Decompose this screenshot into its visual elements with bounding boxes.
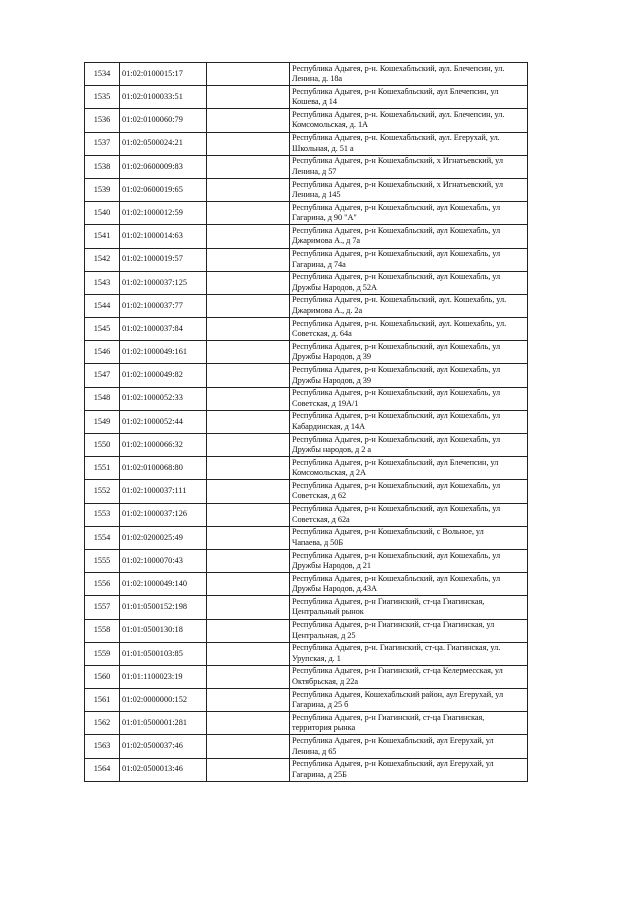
cadastral-number-cell: 01:02:1000037:126	[120, 503, 207, 526]
row-number-cell: 1544	[85, 294, 120, 317]
row-number-cell: 1548	[85, 387, 120, 410]
row-number-cell: 1535	[85, 86, 120, 109]
cadastral-number-cell: 01:02:1000019:57	[120, 248, 207, 271]
row-number-cell: 1540	[85, 202, 120, 225]
empty-cell	[207, 86, 290, 109]
address-line-1: Республика Адыгея, р-н Кошехабльский, аул Кошехабль, ул	[292, 480, 501, 490]
cadastral-number-cell: 01:01:0500103:85	[120, 642, 207, 665]
empty-cell	[207, 155, 290, 178]
table-row	[85, 387, 528, 410]
address-line-2: Урупская, д. 1	[292, 653, 341, 663]
address-line-2: Ленина, д 145	[292, 190, 341, 200]
empty-cell	[207, 758, 290, 781]
cadastral-number-cell: 01:02:0100015:17	[120, 63, 207, 86]
address-line-1: Республика Адыгея, р-н Кошехабльский, аул Блечепсин, ул	[292, 86, 499, 96]
empty-cell	[207, 248, 290, 271]
address-cell	[290, 86, 528, 109]
cadastral-number-cell: 01:02:1000052:44	[120, 410, 207, 433]
table-row	[85, 642, 528, 665]
cadastral-number-cell: 01:02:1000012:59	[120, 202, 207, 225]
address-line-2: Советская, д 62	[292, 491, 347, 501]
address-line-2: Комсомольская, д. 1А	[292, 120, 368, 130]
row-number-cell: 1550	[85, 434, 120, 457]
empty-cell	[207, 225, 290, 248]
address-line-2: Школьная, д. 51 а	[292, 143, 354, 153]
address-line-2: Советская, д. 64а	[292, 329, 352, 339]
address-line-2: Советская, д 19А/1	[292, 398, 359, 408]
table-row	[85, 457, 528, 480]
address-line-1: Республика Адыгея, р-н Кошехабльский, аул Блечепсин, ул	[292, 457, 499, 467]
address-line-2: Ленина, д 57	[292, 166, 337, 176]
empty-cell	[207, 387, 290, 410]
address-cell	[290, 132, 528, 155]
row-number-cell: 1545	[85, 318, 120, 341]
table-row	[85, 341, 528, 364]
address-line-2: Комсомольская, д 2А	[292, 468, 366, 478]
cadastral-number-cell: 01:02:1000049:161	[120, 341, 207, 364]
cadastral-number-cell: 01:02:1000037:125	[120, 271, 207, 294]
address-line-1: Республика Адыгея, р-н Гиагинский, ст-ца Гиагинская,	[292, 712, 485, 722]
row-number-cell: 1556	[85, 573, 120, 596]
address-cell	[290, 341, 528, 364]
address-cell	[290, 596, 528, 619]
address-line-1: Республика Адыгея, р-н Кошехабльский, х Игнатьевский, ул	[292, 179, 503, 189]
row-number-cell: 1537	[85, 132, 120, 155]
table-row	[85, 665, 528, 688]
cadastral-number-cell: 01:02:0600009:83	[120, 155, 207, 178]
row-number-cell: 1539	[85, 178, 120, 201]
cadastral-number-cell: 01:02:0500037:46	[120, 735, 207, 758]
address-line-1: Республика Адыгея, р-н Кошехабльский, с Вольное, ул	[292, 527, 484, 537]
cadastral-number-cell: 01:02:1000066:32	[120, 434, 207, 457]
empty-cell	[207, 665, 290, 688]
row-number-cell: 1557	[85, 596, 120, 619]
cadastral-number-cell: 01:02:1000037:111	[120, 480, 207, 503]
address-line-2: Центральная, д 25	[292, 630, 356, 640]
empty-cell	[207, 689, 290, 712]
empty-cell	[207, 132, 290, 155]
address-cell	[290, 712, 528, 735]
empty-cell	[207, 434, 290, 457]
empty-cell	[207, 341, 290, 364]
address-cell	[290, 155, 528, 178]
address-cell	[290, 642, 528, 665]
address-line-2: Дружбы Народов, д 39	[292, 375, 371, 385]
empty-cell	[207, 596, 290, 619]
row-number-cell: 1546	[85, 341, 120, 364]
empty-cell	[207, 178, 290, 201]
empty-cell	[207, 410, 290, 433]
table-row	[85, 712, 528, 735]
address-cell	[290, 526, 528, 549]
address-line-2: Гагарина, д 25Б	[292, 769, 347, 779]
row-number-cell: 1562	[85, 712, 120, 735]
table-row	[85, 225, 528, 248]
address-line-2: территория рынка	[292, 723, 356, 733]
address-line-2: Гагарина, д 90 "А"	[292, 213, 357, 223]
address-line-2: Чапаева, д 50Б	[292, 537, 344, 547]
address-line-2: Ленина, д 65	[292, 746, 337, 756]
table-row	[85, 178, 528, 201]
address-cell	[290, 665, 528, 688]
cadastral-number-cell: 01:01:0500001:281	[120, 712, 207, 735]
address-line-2: Джаримова А., д. 2а	[292, 305, 363, 315]
registry-table	[84, 62, 528, 782]
address-cell	[290, 457, 528, 480]
address-line-2: Кошева, д 14	[292, 97, 337, 107]
table-row	[85, 619, 528, 642]
table-row	[85, 689, 528, 712]
row-number-cell: 1547	[85, 364, 120, 387]
address-line-1: Республика Адыгея, р-н Кошехабльский, аул Кошехабль, ул	[292, 272, 501, 282]
cadastral-number-cell: 01:02:1000049:140	[120, 573, 207, 596]
row-number-cell: 1564	[85, 758, 120, 781]
address-cell	[290, 619, 528, 642]
table-row	[85, 202, 528, 225]
empty-cell	[207, 63, 290, 86]
row-number-cell: 1558	[85, 619, 120, 642]
empty-cell	[207, 712, 290, 735]
address-line-2: Советская, д 62а	[292, 514, 350, 524]
address-line-1: Республика Адыгея, р-н Кошехабльский, аул Кошехабль, ул	[292, 550, 501, 560]
table-row	[85, 549, 528, 572]
table-row	[85, 503, 528, 526]
empty-cell	[207, 109, 290, 132]
empty-cell	[207, 480, 290, 503]
table-row	[85, 318, 528, 341]
table-row	[85, 248, 528, 271]
address-line-1: Республика Адыгея, р-н Гиагинский, ст-ца Келермесская, ул	[292, 666, 503, 676]
address-cell	[290, 549, 528, 572]
address-line-1: Республика Адыгея, р-н Кошехабльский, аул Кошехабль, ул	[292, 249, 501, 259]
address-cell	[290, 364, 528, 387]
address-cell	[290, 689, 528, 712]
address-cell	[290, 410, 528, 433]
table-row	[85, 155, 528, 178]
row-number-cell: 1552	[85, 480, 120, 503]
address-line-1: Республика Адыгея, р-н. Гиагинский, ст-ца. Гиагинская, ул.	[292, 643, 501, 653]
row-number-cell: 1554	[85, 526, 120, 549]
row-number-cell: 1561	[85, 689, 120, 712]
cadastral-number-cell: 01:02:1000052:33	[120, 387, 207, 410]
empty-cell	[207, 619, 290, 642]
address-cell	[290, 202, 528, 225]
cadastral-number-cell: 01:02:0100068:80	[120, 457, 207, 480]
address-line-1: Республика Адыгея, р-н Кошехабльский, аул Егерухай, ул	[292, 736, 494, 746]
registry-table-body	[85, 63, 528, 782]
address-line-2: Гагарина, д 74а	[292, 259, 346, 269]
empty-cell	[207, 202, 290, 225]
address-line-2: Центральный рынок	[292, 607, 364, 617]
address-line-1: Республика Адыгея, р-н. Кошехабльский, аул. Егерухай, ул.	[292, 133, 500, 143]
row-number-cell: 1553	[85, 503, 120, 526]
address-line-2: Джаримова А., д 7а	[292, 236, 361, 246]
row-number-cell: 1543	[85, 271, 120, 294]
address-line-1: Республика Адыгея, р-н. Кошехабльский, аул. Кошехабль, ул.	[292, 318, 507, 328]
cadastral-number-cell: 01:02:0500013:46	[120, 758, 207, 781]
empty-cell	[207, 642, 290, 665]
address-line-1: Республика Адыгея, р-н Кошехабльский, аул Кошехабль, ул	[292, 225, 501, 235]
address-cell	[290, 109, 528, 132]
empty-cell	[207, 294, 290, 317]
address-line-2: Октябрьская, д 22а	[292, 676, 359, 686]
empty-cell	[207, 503, 290, 526]
address-cell	[290, 480, 528, 503]
address-line-2: Гагарина, д 25 б	[292, 700, 349, 710]
table-row	[85, 86, 528, 109]
row-number-cell: 1563	[85, 735, 120, 758]
address-cell	[290, 248, 528, 271]
address-line-1: Республика Адыгея, р-н Кошехабльский, аул Кошехабль, ул	[292, 388, 501, 398]
table-row	[85, 63, 528, 86]
table-row	[85, 364, 528, 387]
empty-cell	[207, 735, 290, 758]
row-number-cell: 1555	[85, 549, 120, 572]
empty-cell	[207, 457, 290, 480]
cadastral-number-cell: 01:01:1100023:19	[120, 665, 207, 688]
empty-cell	[207, 271, 290, 294]
address-line-2: Ленина, д. 18а	[292, 74, 343, 84]
address-line-1: Республика Адыгея, р-н Гиагинский, ст-ца Гиагинская, ул	[292, 620, 495, 630]
row-number-cell: 1549	[85, 410, 120, 433]
address-line-1: Республика Адыгея, р-н Кошехабльский, аул Кошехабль, ул	[292, 573, 501, 583]
address-cell	[290, 573, 528, 596]
address-line-2: Кабардинская, д 14А	[292, 421, 366, 431]
row-number-cell: 1534	[85, 63, 120, 86]
address-line-1: Республика Адыгея, р-н Кошехабльский, аул Кошехабль, ул	[292, 365, 501, 375]
cadastral-number-cell: 01:02:1000037:77	[120, 294, 207, 317]
empty-cell	[207, 364, 290, 387]
table-row	[85, 434, 528, 457]
address-cell	[290, 434, 528, 457]
address-line-1: Республика Адыгея, р-н Кошехабльский, аул Кошехабль, ул	[292, 411, 501, 421]
row-number-cell: 1551	[85, 457, 120, 480]
address-cell	[290, 758, 528, 781]
address-cell	[290, 503, 528, 526]
cadastral-number-cell: 01:02:1000049:82	[120, 364, 207, 387]
table-row	[85, 271, 528, 294]
row-number-cell: 1536	[85, 109, 120, 132]
table-row	[85, 132, 528, 155]
address-line-1: Республика Адыгея, Кошехабльский район, аул Егерухай, ул	[292, 689, 504, 699]
address-cell	[290, 271, 528, 294]
row-number-cell: 1542	[85, 248, 120, 271]
address-line-2: Дружбы Народов, д.43А	[292, 584, 377, 594]
table-row	[85, 480, 528, 503]
address-line-1: Республика Адыгея, р-н. Кошехабльский, аул. Блечепсин, ул.	[292, 63, 505, 73]
address-line-1: Республика Адыгея, р-н Гиагинский, ст-ца Гиагинская,	[292, 596, 485, 606]
cadastral-number-cell: 01:02:1000037:84	[120, 318, 207, 341]
empty-cell	[207, 318, 290, 341]
row-number-cell: 1560	[85, 665, 120, 688]
row-number-cell: 1541	[85, 225, 120, 248]
table-row	[85, 109, 528, 132]
address-line-1: Республика Адыгея, р-н Кошехабльский, аул Егерухай, ул	[292, 759, 494, 769]
address-cell	[290, 294, 528, 317]
address-cell	[290, 178, 528, 201]
address-line-1: Республика Адыгея, р-н. Кошехабльский, аул. Кошехабль, ул.	[292, 295, 507, 305]
cadastral-number-cell: 01:02:0600019:65	[120, 178, 207, 201]
address-line-2: Дружбы Народов, д 52А	[292, 282, 377, 292]
table-row	[85, 410, 528, 433]
address-line-2: Дружбы Народов, д 21	[292, 561, 371, 571]
address-cell	[290, 225, 528, 248]
address-line-1: Республика Адыгея, р-н Кошехабльский, аул Кошехабль, ул	[292, 504, 501, 514]
cadastral-number-cell: 01:02:0500024:21	[120, 132, 207, 155]
empty-cell	[207, 549, 290, 572]
address-cell	[290, 318, 528, 341]
address-line-2: Дружбы народов, д 2 а	[292, 445, 371, 455]
cadastral-number-cell: 01:02:0100033:51	[120, 86, 207, 109]
table-row	[85, 573, 528, 596]
cadastral-number-cell: 01:02:0000000:152	[120, 689, 207, 712]
empty-cell	[207, 526, 290, 549]
address-line-1: Республика Адыгея, р-н. Кошехабльский, аул. Блечепсин, ул.	[292, 109, 505, 119]
table-row	[85, 526, 528, 549]
cadastral-number-cell: 01:01:0500152:198	[120, 596, 207, 619]
table-row	[85, 735, 528, 758]
table-row	[85, 758, 528, 781]
cadastral-number-cell: 01:02:1000014:63	[120, 225, 207, 248]
cadastral-number-cell: 01:02:0100060:79	[120, 109, 207, 132]
cadastral-number-cell: 01:02:0200025:49	[120, 526, 207, 549]
address-line-2: Дружбы Народов, д 39	[292, 352, 371, 362]
table-row	[85, 596, 528, 619]
address-line-1: Республика Адыгея, р-н Кошехабльский, аул Кошехабль, ул	[292, 341, 501, 351]
cadastral-number-cell: 01:01:0500130:18	[120, 619, 207, 642]
address-line-1: Республика Адыгея, р-н Кошехабльский, аул Кошехабль, ул	[292, 202, 501, 212]
address-line-1: Республика Адыгея, р-н Кошехабльский, х Игнатьевский, ул	[292, 156, 503, 166]
address-line-1: Республика Адыгея, р-н Кошехабльский, аул Кошехабль, ул	[292, 434, 501, 444]
address-cell	[290, 63, 528, 86]
empty-cell	[207, 573, 290, 596]
cadastral-number-cell: 01:02:1000070:43	[120, 549, 207, 572]
address-cell	[290, 387, 528, 410]
row-number-cell: 1538	[85, 155, 120, 178]
table-row	[85, 294, 528, 317]
row-number-cell: 1559	[85, 642, 120, 665]
address-cell	[290, 735, 528, 758]
